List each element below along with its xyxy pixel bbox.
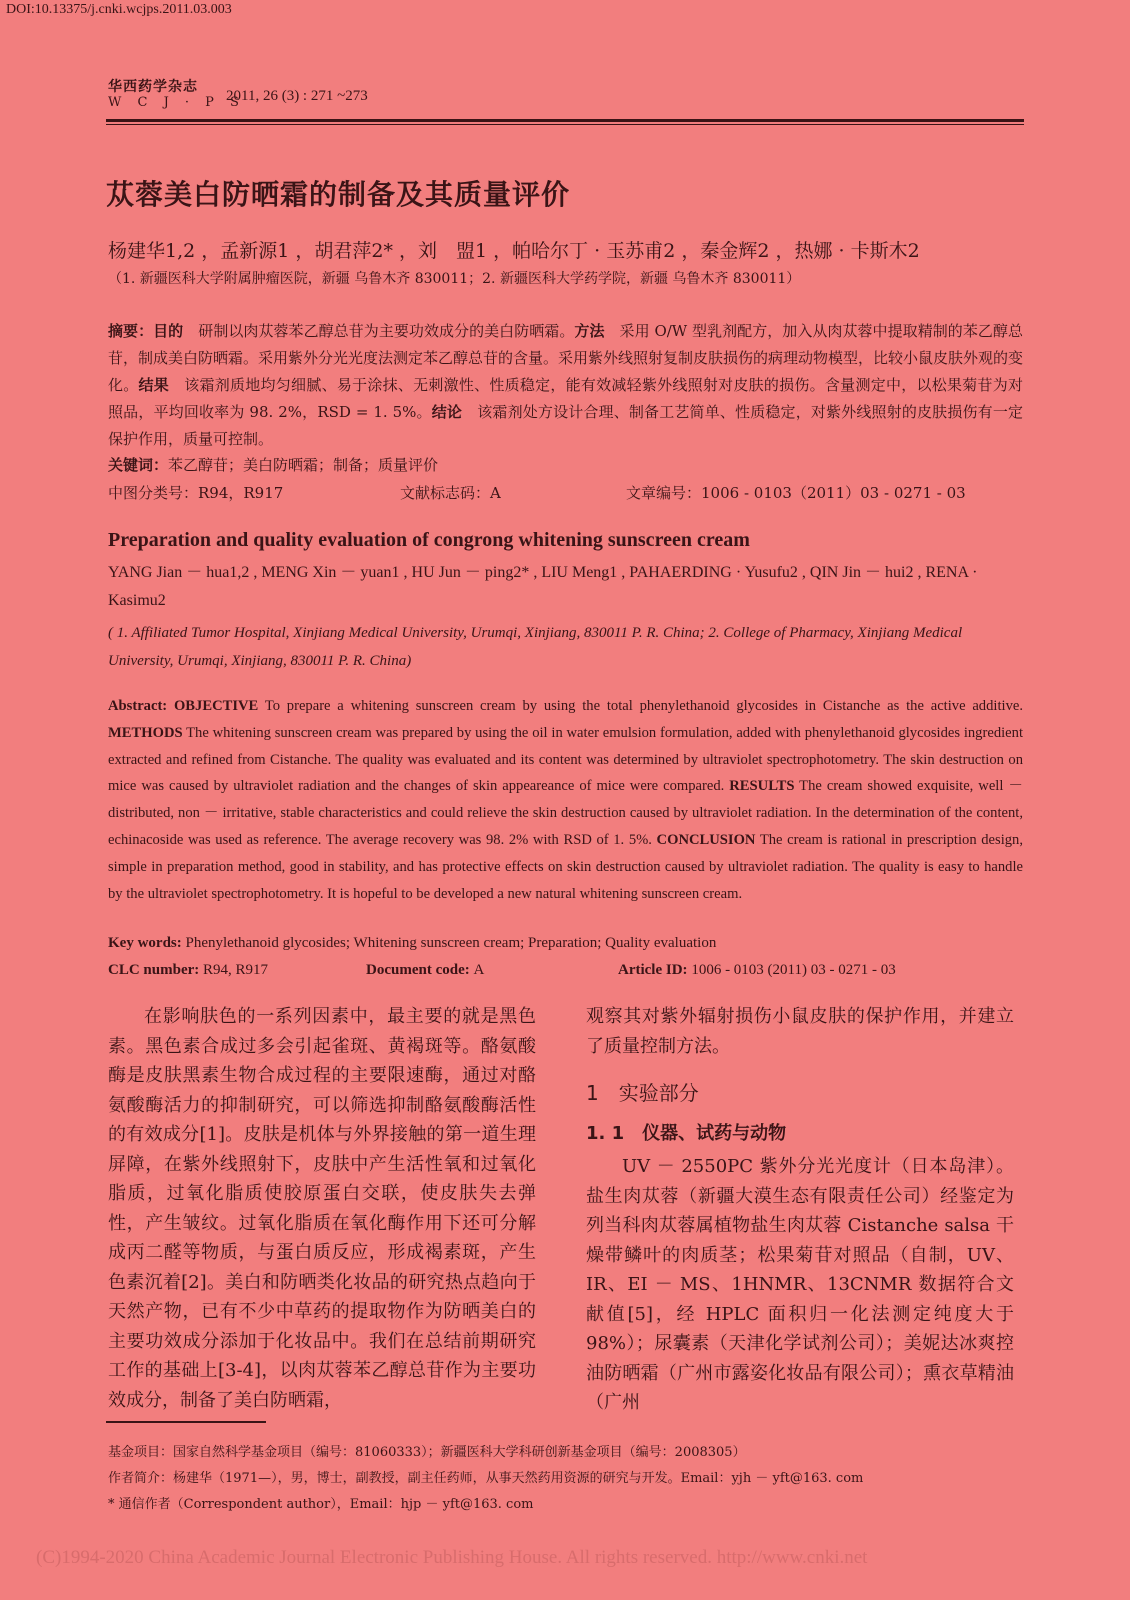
conclusion-text-en: The cream is rational in prescription design, simple in preparation method, good in stability, and has protective effects on skin destruction caused by ultraviolet radiation. The quality is easy to handle by the ultraviolet spectrophotometry. It is hopeful to be developed a new natural whitening sunscreen cream.: [108, 831, 1023, 902]
results-text-en: The cream showed exquisite, well － distributed, non － irritative, stable characteristics and could relieve the skin destruction caused by ultraviolet radiation. In the determination of the content, echinacoside was used as reference. The average recovery was 98. 2% with RSD of 1. 5%.: [108, 778, 1023, 848]
journal-name-cn: 华西药学杂志: [108, 79, 198, 95]
footnote-fund: 基金项目：国家自然科学基金项目（编号：81060333）；新疆医科大学科研创新基金项目（编号：2008305）: [108, 1445, 746, 1460]
methods-text-cn: 采用 O/W 型乳剂配方，加入从肉苁蓉中提取精制的苯乙醇总苷，制成美白防晒霜。采用紫外分光光度法测定苯乙醇总苷的含量。采用紫外线照射复制皮肤损伤的病理动物模型，比较小鼠皮肤外观的变化。: [108, 322, 1024, 394]
body-right-column: [586, 1002, 1014, 1418]
conclusion-label-en: CONCLUSION: [656, 831, 756, 848]
doi-header: DOI:10.13375/j.cnki.wcjps.2011.03.003: [6, 2, 232, 17]
results-label-en: RESULTS: [729, 778, 795, 795]
document-code-cn: 文献标志码：A: [400, 484, 501, 502]
body-paragraph-materials: UV － 2550PC 紫外分光光度计（日本岛津）。盐生肉苁蓉（新疆大漠生态有限责任公司）经鉴定为列当科肉苁蓉属植物盐生肉苁蓉 Cistanche salsa 干燥带鳞叶的肉质茎；松果菊苷对照品（自制，UV、IR、EI － MS、1HNMR、13CNMR 数据符合文献值[5]，经 HPLC 面积归一化法测定纯度大于 98%）；尿囊素（天津化学试剂公司）；美妮达冰爽控油防晒霜（广州市露姿化妆品有限公司）；熏衣草精油（广州: [586, 1156, 1014, 1413]
clc-value-en: R94, R917: [203, 962, 269, 978]
article-id-en: [618, 962, 896, 979]
affiliation-cn: （1. 新疆医科大学附属肿瘤医院，新疆 乌鲁木齐 830011；2. 新疆医科大学药学院，新疆 乌鲁木齐 830011）: [108, 271, 801, 287]
authors-cn: 杨建华1,2 ，孟新源1 ，胡君萍2* ，刘 盟1 ，帕哈尔丁 · 玉苏甫2 ，秦金辉2 ，热娜 · 卡斯木2: [108, 240, 920, 262]
objective-label-en: OBJECTIVE: [173, 698, 259, 714]
conclusion-label-cn: 结论: [431, 403, 463, 421]
keywords-label-cn: 关键词：: [108, 456, 169, 474]
document-code-en: [366, 962, 484, 979]
paper-title-en: Preparation and quality evaluation of congrong whitening sunscreen cream: [108, 529, 750, 551]
affiliation-en: ( 1. Affiliated Tumor Hospital, Xinjiang Medical University, Urumqi, Xinjiang, 830011 P. R. China; 2. College of Pharmacy, Xinjiang Medical University, Urumqi, Xinjiang, 830011 P. R. China): [108, 625, 963, 669]
methods-text-en: The whitening sunscreen cream was prepared by using the oil in water emulsion formulation, added with phenylethanoid glycosides ingredient extracted and refined from Cistanche. The quality was evaluated and its content was determined by ultraviolet spectrophotometry. The skin destruction on mice was caused by ultraviolet radiation and the changes of skin appeareance of mice were compared.: [108, 724, 1023, 795]
methods-label-en: METHODS: [108, 724, 183, 741]
keywords-label-en: Key words:: [108, 935, 186, 951]
copyright-watermark: (C)1994-2020 China Academic Journal Electronic Publishing House. All rights reserved. http://www.cnki.net: [36, 1547, 868, 1568]
journal-name-en: W C J · P S: [108, 95, 245, 110]
objective-text-cn: 研制以肉苁蓉苯乙醇总苷为主要功效成分的美白防晒霜。: [183, 322, 575, 340]
clc-label-en: CLC number:: [108, 962, 204, 978]
body-paragraph-intro: 在影响肤色的一系列因素中，最主要的就是黑色素。黑色素合成过多会引起雀斑、黄褐斑等。酪氨酸酶是皮肤黑素生物合成过程的主要限速酶，通过对酪氨酸酶活力的抑制研究，可以筛选抑制酪氨酸酶活性的有效成分[1]。皮肤是机体与外界接触的第一道生理屏障，在紫外线照射下，皮肤中产生活性氧和过氧化脂质，过氧化脂质使胶原蛋白交联，使皮肤失去弹性，产生皱纹。过氧化脂质在氧化酶作用下还可分解成丙二醛等物质，与蛋白质反应，形成褐素斑，产生色素沉着[2]。美白和防晒类化妆品的研究热点趋向于天然产物，已有不少中草药的提取物作为防晒美白的主要功效成分添加于化妆品中。我们在总结前期研究工作的基础上[3-4]，以肉苁蓉苯乙醇总苷作为主要功效成分，制备了美白防晒霜，: [108, 1006, 536, 1411]
objective-label-cn: 目的: [153, 322, 184, 340]
keywords-text-cn: 苯乙醇苷；美白防晒霜；制备；质量评价: [168, 456, 439, 474]
abstract-cn: [108, 318, 1023, 453]
abstract-en: [108, 693, 1023, 907]
section-heading-1: 1 实验部分: [586, 1081, 699, 1105]
keywords-text-en: Phenylethanoid glycosides; Whitening sunscreen cream; Preparation; Quality evaluation: [185, 935, 717, 951]
clc-number-en: [108, 962, 268, 979]
aid-label-en: Article ID:: [618, 962, 692, 978]
paper-title-cn: 苁蓉美白防晒霜的制备及其质量评价: [106, 178, 571, 211]
keywords-cn: [108, 454, 1023, 475]
doc-label-en: Document code:: [366, 962, 474, 978]
footnote-correspondent: * 通信作者（Correspondent author），Email：hjp － yft@163. com: [108, 1497, 534, 1512]
footnotes: [108, 1440, 863, 1518]
results-label-cn: 结果: [138, 376, 170, 394]
keywords-en: [108, 935, 1023, 952]
abstract-label-cn: 摘要：: [108, 322, 154, 340]
header-rule-thick: [106, 119, 1024, 122]
footnote-rule: [106, 1421, 266, 1423]
body-paragraph-intro-cont: 观察其对紫外辐射损伤小鼠皮肤的保护作用，并建立了质量控制方法。: [586, 1006, 1014, 1057]
aid-value-en: 1006 - 0103 (2011) 03 - 0271 - 03: [691, 962, 896, 978]
authors-en: YANG Jian － hua1,2 , MENG Xin － yuan1 , HU Jun － ping2* , LIU Meng1 , PAHAERDING · Yusufu2 , QIN Jin － hui2 , RENA · Kasimu2: [108, 564, 978, 609]
doc-value-en: A: [473, 962, 485, 978]
results-text-cn: 该霜剂质地均匀细腻、易于涂抹、无刺激性、性质稳定，能有效减轻紫外线照射对皮肤的损伤。含量测定中，以松果菊苷为对照品，平均回收率为 98. 2%，RSD = 1. 5%。: [108, 376, 1023, 421]
objective-text-en: To prepare a whitening sunscreen cream by using the total phenylethanoid glycosides in Cistanche as the active additive.: [258, 698, 1023, 714]
clc-number-cn: 中图分类号：R94，R917: [108, 484, 284, 502]
section-heading-1-1: 1. 1 仪器、试药与动物: [586, 1122, 787, 1144]
article-id-cn: 文章编号：1006 - 0103（2011）03 - 0271 - 03: [626, 484, 966, 502]
journal-citation: 2011, 26 (3) : 271 ~273: [226, 88, 368, 104]
header-rule-thin: [106, 124, 1024, 125]
abstract-label-en: Abstract:: [108, 698, 174, 714]
body-left-column: [108, 1002, 536, 1415]
methods-label-cn: 方法: [574, 322, 605, 340]
conclusion-text-cn: 该霜剂处方设计合理、制备工艺简单、性质稳定，对紫外线照射的皮肤损伤有一定保护作用，质量可控制。: [108, 403, 1023, 448]
footnote-author-bio: 作者简介：杨建华（1971—），男，博士，副教授，副主任药师，从事天然药用资源的研究与开发。Email：yjh － yft@163. com: [108, 1471, 864, 1486]
journal-masthead: [108, 76, 245, 110]
